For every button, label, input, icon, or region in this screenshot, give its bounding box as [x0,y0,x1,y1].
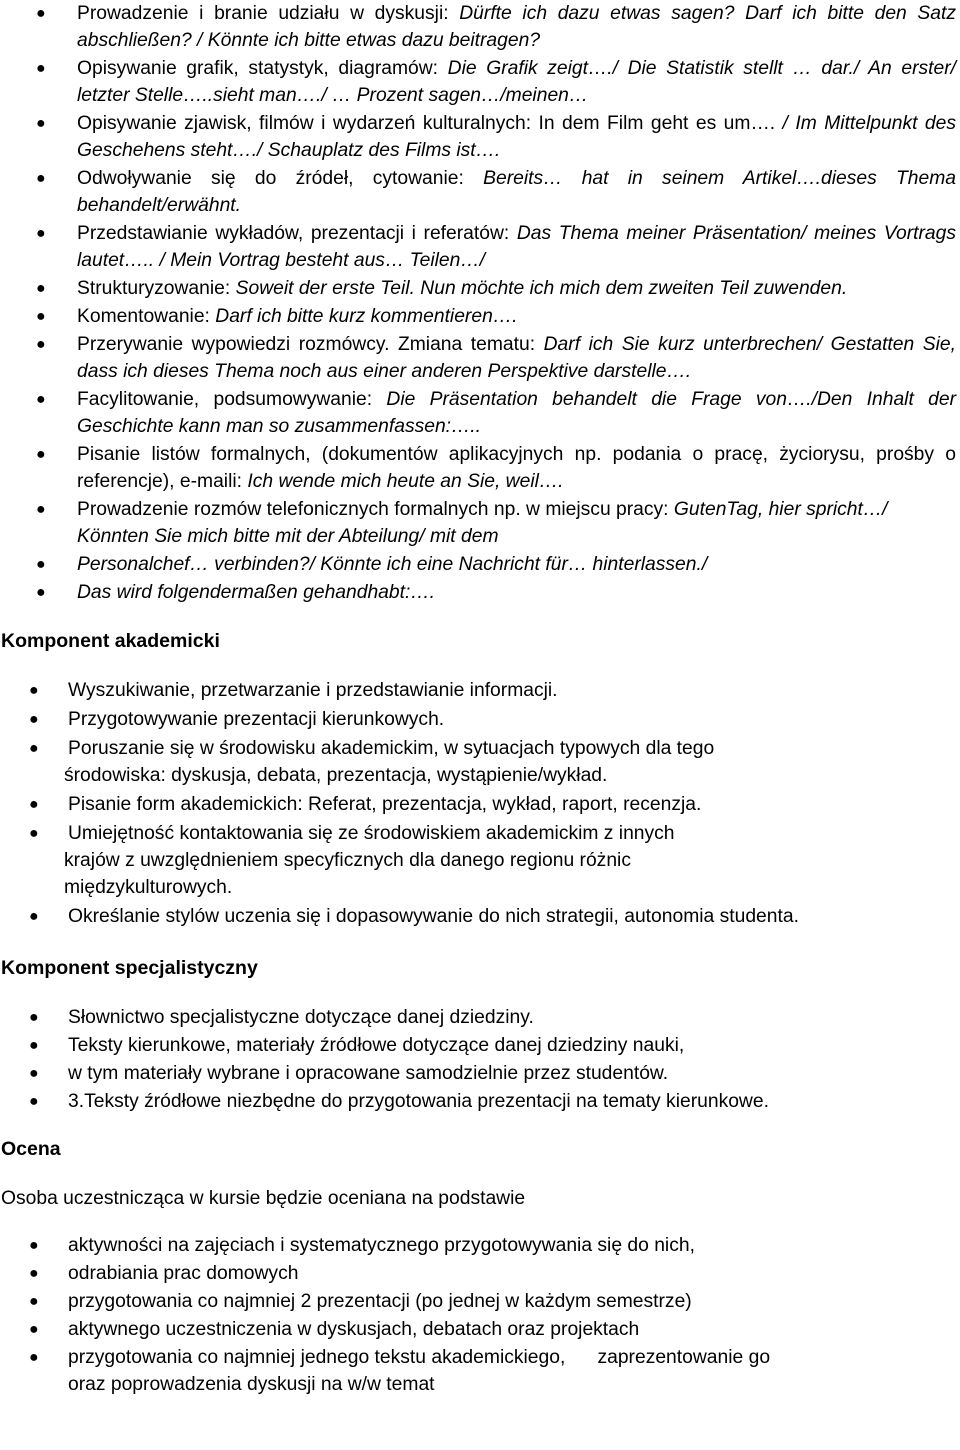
academic-list [0,677,960,930]
section-heading-academic: Komponent akademicki [1,630,220,652]
item-text: Teksty kierunkowe, materiały źródłowe dotyczące danej dziedziny nauki, [68,1035,685,1056]
item-text-continued: środowiska: dyskusja, debata, prezentacja, wystąpienie/wykład. [64,765,608,786]
item-text: Pisanie form akademickich: Referat, prezentacja, wykład, raport, recenzja. [68,794,702,815]
item-plain: Opisywanie grafik, statystyk, diagramów: [77,58,448,79]
list-item [0,677,960,704]
item-plain: Facylitowanie, podsumowywanie: [77,389,387,410]
list-item [0,903,960,930]
list-item [0,820,960,901]
item-text: Słownictwo specjalistyczne dotyczące danej dziedziny. [68,1007,534,1028]
bullet-icon: ● [29,740,39,757]
list-item [0,303,960,330]
list-item [0,551,960,578]
item-italic: Die Grafik zeigt…./ Die Statistik stellt … dar./ An erster/ letzter Stelle…..sieht man…./ … Prozent sagen…/meinen… [77,58,956,106]
bullet-icon: ● [29,1065,39,1082]
item-plain: Przedstawianie wykładów, prezentacji i referatów: [77,223,517,244]
item-text: Poruszanie się w środowisku akademickim, w sytuacjach typowych dla tego [68,738,715,759]
bullet-icon: ● [29,1093,39,1110]
bullet-icon: ● [36,584,46,601]
item-italic: Das wird folgendermaßen gehandhabt:…. [77,582,435,603]
bullet-icon: ● [36,336,46,353]
bullet-icon: ● [29,711,39,728]
item-italic: Darf ich bitte kurz kommentieren…. [215,306,518,327]
list-item [0,441,960,495]
bullet-icon: ● [36,60,46,77]
bullet-icon: ● [36,446,46,463]
bullet-icon: ● [36,308,46,325]
item-text: aktywnego uczestniczenia w dyskusjach, debatach oraz projektach [68,1319,640,1340]
list-item [0,1344,960,1398]
bullet-icon: ● [36,5,46,22]
bullet-icon: ● [29,796,39,813]
list-item [0,1288,960,1315]
bullet-icon: ● [29,908,39,925]
item-text: przygotowania co najmniej jednego tekstu akademickiego, zaprezentowanie go [68,1347,771,1368]
item-text: Wyszukiwanie, przetwarzanie i przedstawianie informacji. [68,680,558,701]
item-plain: Prowadzenie i branie udziału w dyskusji: [77,3,460,24]
bullet-icon: ● [29,1293,39,1310]
item-italic: GutenTag, hier spricht…/ Könnten Sie mich bitte mit der Abteilung/ mit dem [77,499,888,547]
list-item [0,1032,960,1059]
item-text-continued: międzykulturowych. [64,877,233,898]
item-text: aktywności na zajęciach i systematycznego przygotowywania się do nich, [68,1235,695,1256]
bullet-icon: ● [36,501,46,518]
list-item [0,275,960,302]
item-italic: Das Thema meiner Präsentation/ meines Vortrags lautet….. / Mein Vortrag besteht aus… Teilen…/ [77,223,956,271]
list-item [0,1232,960,1259]
list-item [0,386,960,440]
list-item [0,1004,960,1031]
list-item [0,579,960,606]
list-item [0,1088,960,1115]
item-text-continued: oraz poprowadzenia dyskusji na w/w temat [68,1374,435,1395]
list-item [0,110,960,164]
item-italic: Ich wende mich heute an Sie, weil…. [247,471,564,492]
communication-skills-list [0,0,960,606]
list-item [0,331,960,385]
list-item [0,55,960,109]
bullet-icon: ● [36,170,46,187]
bullet-icon: ● [29,1321,39,1338]
item-text: w tym materiały wybrane i opracowane samodzielnie przez studentów. [68,1063,669,1084]
bullet-icon: ● [36,391,46,408]
bullet-icon: ● [36,115,46,132]
item-plain: Odwoływanie się do źródeł, cytowanie: [77,168,484,189]
section-heading-specialist: Komponent specjalistyczny [1,957,258,979]
list-item [0,165,960,219]
item-plain: Pisanie listów formalnych, (dokumentów aplikacyjnych np. podania o pracę, życiorysu, prośby o referencje), e-maili: [77,444,956,492]
item-italic: Personalchef… verbinden?/ Könnte ich eine Nachricht für… hinterlassen./ [77,554,708,575]
list-item [0,0,960,54]
bullet-icon: ● [29,1009,39,1026]
list-item [0,735,960,789]
item-text: Umiejętność kontaktowania się ze środowiskiem akademickim z innych [68,823,675,844]
item-italic: / Im Mittelpunkt des Geschehens steht…./ Schauplatz des Films ist…. [77,113,956,161]
item-plain: Strukturyzowanie: [77,278,236,299]
item-plain: Przerywanie wypowiedzi rozmówcy. Zmiana tematu: [77,334,544,355]
item-plain: Opisywanie zjawisk, filmów i wydarzeń kulturalnych: In dem Film geht es um…. [77,113,783,134]
assessment-list [0,1232,960,1398]
list-item [0,496,960,550]
bullet-icon: ● [29,1037,39,1054]
item-text: Przygotowywanie prezentacji kierunkowych. [68,709,445,730]
item-plain: Komentowanie: [77,306,216,327]
bullet-icon: ● [29,825,39,842]
bullet-icon: ● [29,1349,39,1366]
assessment-intro: Osoba uczestnicząca w kursie będzie oceniana na podstawie [1,1188,526,1209]
list-item [0,1260,960,1287]
item-italic: Die Präsentation behandelt die Frage von…./Den Inhalt der Geschichte kann man so zusammenfassen:….. [77,389,956,437]
item-text: Określanie stylów uczenia się i dopasowywanie do nich strategii, autonomia studenta. [68,906,799,927]
item-italic: Soweit der erste Teil. Nun möchte ich mich dem zweiten Teil zuwenden. [235,278,848,299]
bullet-icon: ● [29,682,39,699]
bullet-icon: ● [36,280,46,297]
item-text-continued: krajów z uwzględnieniem specyficznych dla danego regionu różnic [64,850,631,871]
item-italic: Bereits… hat in seinem Artikel….dieses Thema behandelt/erwähnt. [77,168,956,216]
item-text: przygotowania co najmniej 2 prezentacji (po jednej w każdym semestrze) [68,1291,692,1312]
item-italic: Dürfte ich dazu etwas sagen? Darf ich bitte den Satz abschließen? / Könnte ich bitte etwas dazu beitragen? [77,3,957,51]
list-item [0,1316,960,1343]
section-heading-assessment: Ocena [1,1138,61,1160]
list-item [0,791,960,818]
bullet-icon: ● [36,225,46,242]
item-text: odrabiania prac domowych [68,1263,299,1284]
list-item [0,706,960,733]
list-item [0,1060,960,1087]
bullet-icon: ● [36,556,46,573]
bullet-icon: ● [29,1265,39,1282]
item-plain: Prowadzenie rozmów telefonicznych formalnych np. w miejscu pracy: [77,499,674,520]
item-text: 3.Teksty źródłowe niezbędne do przygotowania prezentacji na tematy kierunkowe. [68,1091,769,1112]
specialist-list [0,1004,960,1115]
bullet-icon: ● [29,1237,39,1254]
item-italic: Darf ich Sie kurz unterbrechen/ Gestatten Sie, dass ich dieses Thema noch aus einer anderen Perspektive darstelle…. [77,334,956,382]
list-item [0,220,960,274]
